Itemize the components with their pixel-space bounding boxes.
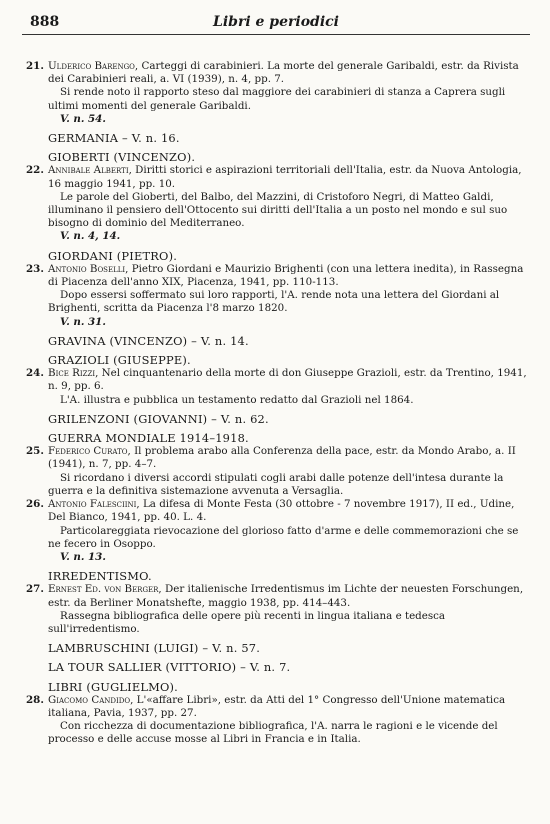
subject-heading: GRAZIOLI (GIUSEPPE). xyxy=(48,353,191,368)
entry-author: Antonio Boselli, xyxy=(48,262,129,275)
entry-citation: Carteggi di carabinieri. La morte del generale Garibaldi, estr. da Rivista dei Carabinieri reali, a. VI (1939), n. 4, pp. 7. xyxy=(48,60,519,86)
bibliography-entry xyxy=(28,694,532,747)
subject-heading: GIORDANI (PIETRO). xyxy=(48,248,178,263)
entry-note: Particolareggiata rievocazione del glorioso fatto d'arme e delle commemorazioni che se ne fecero in Osoppo. xyxy=(48,524,519,550)
bibliography-entry xyxy=(28,164,532,243)
entry-author: Ernest Ed. von Berger, xyxy=(48,583,162,596)
entry-reference: V. n. 31. xyxy=(60,315,106,328)
entry-reference: V. n. 4, 14. xyxy=(60,230,121,243)
bibliography-list xyxy=(28,60,532,747)
entry-number: 21. xyxy=(26,60,44,72)
entry-number: 23. xyxy=(26,262,44,275)
entry-citation: Diritti storici e aspirazioni territoriali dell'Italia, estr. da Nuova Antologia, 16 maggio 1941, pp. 10. xyxy=(48,164,522,190)
running-title: Libri e periodici xyxy=(213,14,339,30)
bibliography-entry xyxy=(28,445,532,498)
page-header xyxy=(22,12,530,35)
subject-heading: LA TOUR SALLIER (VITTORIO) – V. n. 7. xyxy=(48,660,291,675)
entry-author: Giacomo Candido, xyxy=(48,693,134,706)
entry-author: Federico Curato, xyxy=(48,445,131,458)
entry-reference: V. n. 54. xyxy=(60,112,106,125)
entry-number: 26. xyxy=(26,498,44,511)
subject-heading: GIOBERTI (VINCENZO). xyxy=(48,150,196,165)
entry-number: 27. xyxy=(26,583,44,596)
entry-number: 25. xyxy=(26,445,44,458)
entry-note: Le parole del Gioberti, del Balbo, del Mazzini, di Cristoforo Negri, di Matteo Galdi, illuminano il pensiero dell'Ottocento sui diritti dell'Italia a un posto nel mondo e sul suo bisogno di dominio del Mediterraneo. xyxy=(48,190,508,230)
subject-heading: GUERRA MONDIALE 1914–1918. xyxy=(48,431,249,446)
bibliography-entry xyxy=(28,263,532,329)
entry-reference: V. n. 13. xyxy=(60,550,106,563)
entry-number: 24. xyxy=(26,367,44,380)
entry-citation: La difesa di Monte Festa (30 ottobre - 7 novembre 1917), II ed., Udine, Del Bianco, 1941, pp. 40. L. 4. xyxy=(48,498,515,524)
subject-heading: LAMBRUSCHINI (LUIGI) – V. n. 57. xyxy=(48,641,261,656)
entry-number: 22. xyxy=(26,164,44,177)
entry-citation: Der italienische Irredentismus im Lichte der neuesten Forschungen, estr. da Berliner Monatshefte, maggio 1938, pp. 414–443. xyxy=(48,583,524,609)
entry-note: Si rende noto il rapporto steso dal maggiore dei carabinieri di stanza a Caprera sugli ultimi momenti del generale Garibaldi. xyxy=(48,86,506,112)
bibliography-entry xyxy=(28,60,532,126)
subject-heading: LIBRI (GUGLIELMO). xyxy=(48,679,178,694)
entry-author: Bice Rizzi, xyxy=(48,367,99,380)
subject-heading: GRILENZONI (GIOVANNI) – V. n. 62. xyxy=(48,411,269,426)
entry-note: L'A. illustra e pubblica un testamento redatto dal Grazioli nel 1864. xyxy=(60,393,414,406)
entry-citation: Il problema arabo alla Conferenza della pace, estr. da Mondo Arabo, a. II (1941), n. 7, pp. 4–7. xyxy=(48,445,516,471)
subject-heading: GRAVINA (VINCENZO) – V. n. 14. xyxy=(48,333,249,348)
entry-author: Ulderico Barengo, xyxy=(48,60,139,72)
entry-note: Si ricordano i diversi accordi stipulati cogli arabi dalle potenze dell'intesa durante la guerra e la definitiva sistemazione avvenuta a Versaglia. xyxy=(48,471,504,497)
page-number: 888 xyxy=(30,14,60,30)
subject-heading: IRREDENTISMO. xyxy=(48,569,152,584)
entry-author: Annibale Alberti, xyxy=(48,164,132,177)
entry-citation: L'«affare Libri», estr. da Atti del 1° Congresso dell'Unione matematica italiana, Pavia, 1937, pp. 27. xyxy=(48,693,506,719)
bibliography-entry xyxy=(28,583,532,636)
entry-citation: Pietro Giordani e Maurizio Brighenti (con una lettera inedita), in Rassegna di Piacenza dell'anno XIX, Piacenza, 1941, pp. 110-113. xyxy=(48,262,524,289)
subject-heading: GERMANIA – V. n. 16. xyxy=(48,131,180,146)
entry-number: 28. xyxy=(26,693,44,706)
entry-note: Rassegna bibliografica delle opere più recenti in lingua italiana e tedesca sull'irredentismo. xyxy=(48,609,446,635)
bibliography-entry xyxy=(28,498,532,564)
entry-citation: Nel cinquantenario della morte di don Giuseppe Grazioli, estr. da Trentino, 1941, n. 9, pp. 6. xyxy=(48,367,527,393)
entry-note: Con ricchezza di documentazione bibliografica, l'A. narra le ragioni e le vicende del processo e delle accuse mosse al Libri in Francia e in Italia. xyxy=(48,720,498,746)
entry-note: Dopo essersi soffermato sui loro rapporti, l'A. rende nota una lettera del Giordani al Brighenti, scritta da Piacenza l'8 marzo 1820. xyxy=(48,289,500,315)
entry-author: Antonio Falesciini, xyxy=(48,498,140,511)
bibliography-entry xyxy=(28,367,532,407)
